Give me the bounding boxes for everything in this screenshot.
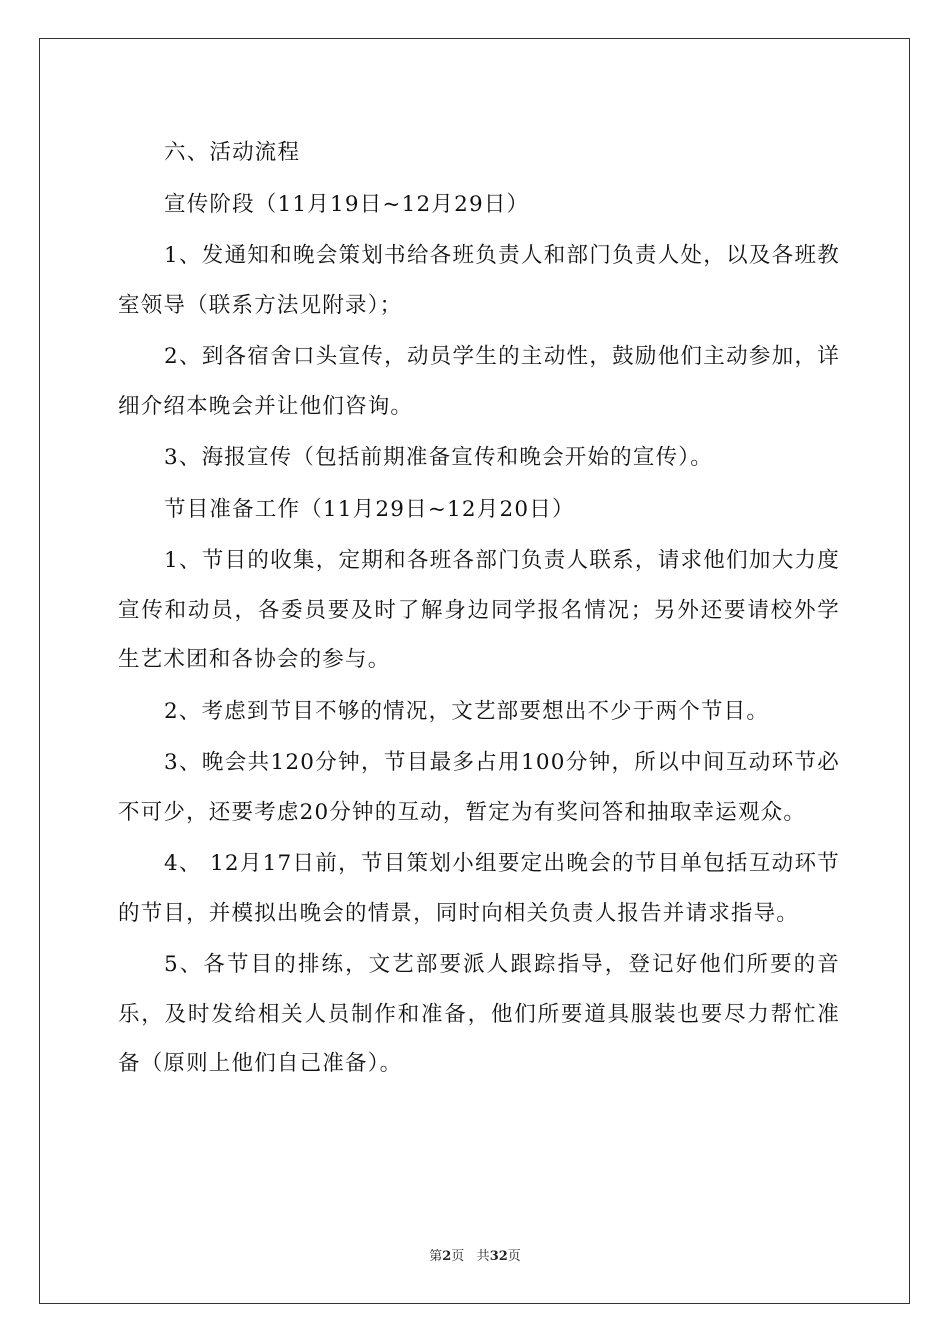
page-footer [0, 1248, 950, 1266]
phase-heading-publicity: 宣传阶段（11月19日~12月29日） [164, 191, 530, 217]
total-prefix: 共 [476, 1249, 490, 1264]
paragraph: 1、发通知和晚会策划书给各班负责人和部门负责人处，以及各班教室领导（联系方法见附录）； [118, 243, 840, 318]
page-prefix: 第 [429, 1249, 443, 1264]
paragraph: 4、 12月17日前，节目策划小组要定出晚会的节目单包括互动环节的节目，并模拟出晚会的情景，同时向相关负责人报告并请求指导。 [118, 851, 840, 926]
paragraph: 2、考虑到节目不够的情况，文艺部要想出不少于两个节目。 [164, 698, 770, 724]
paragraph: 3、海报宣传（包括前期准备宣传和晚会开始的宣传）。 [164, 445, 713, 470]
document-body [118, 128, 840, 1091]
total-pages: 32 [489, 1249, 508, 1264]
phase-heading-preparation: 节目准备工作（11月29日~12月20日） [164, 496, 575, 522]
paragraph: 1、节目的收集，定期和各班各部门负责人联系，请求他们加大力度宣传和动员，各委员要及时了解身边同学报名情况；另外还要请校外学生艺术团和各协会的参与。 [118, 548, 840, 672]
paragraph: 3、晚会共120分钟，节目最多占用100分钟，所以中间互动环节必不可少，还要考虑20分钟的互动，暂定为有奖问答和抽取幸运观众。 [118, 750, 840, 825]
total-suffix: 页 [507, 1249, 521, 1264]
section-heading: 六、活动流程 [164, 140, 301, 165]
page-number: 2 [442, 1249, 452, 1264]
page-suffix: 页 [451, 1249, 465, 1264]
paragraph: 2、到各宿舍口头宣传，动员学生的主动性，鼓励他们主动参加，详细介绍本晚会并让他们咨询。 [118, 344, 840, 419]
paragraph: 5、各节目的排练，文艺部要派人跟踪指导，登记好他们所要的音乐，及时发给相关人员制作和准备，他们所要道具服装也要尽力帮忙准备（原则上他们自己准备）。 [118, 952, 840, 1076]
